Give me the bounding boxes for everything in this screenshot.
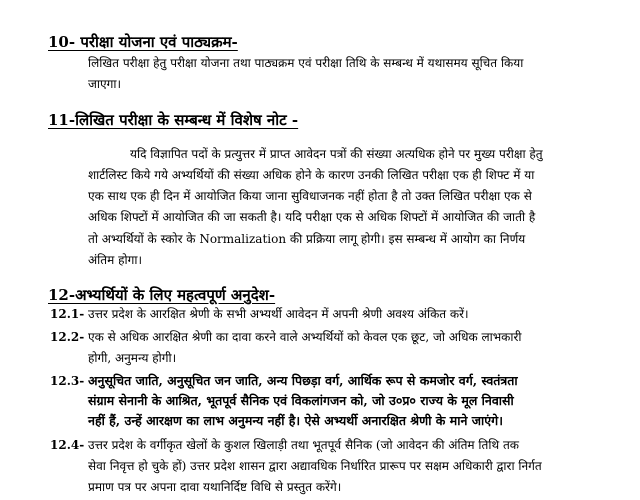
item-12-3-line-3: नहीं हैं, उन्हें आरक्षण का लाभ अनुमन्य नहीं है। ऐसे अभ्यर्थी अनारक्षित श्रेणी के माने जाएंगे। (88, 413, 503, 428)
section-10-heading: 10- परीक्षा योजना एवं पाठ्यक्रम- (48, 33, 238, 51)
item-12-4-line-2: सेवा निवृत्त हो चुके हों) उत्तर प्रदेश शासन द्वारा अद्यावधिक निर्धारित प्रारूप पर सक्षम अधिकारी द्वारा निर्गत (88, 459, 542, 473)
item-12-3-number: 12.3- (50, 374, 85, 388)
section-11-line-2: शार्टलिस्ट किये गये अभ्यर्थियों की संख्या अधिक होने के कारण उनकी लिखित परीक्षा एक ही शिफ्ट में या (88, 168, 535, 182)
section-11-line-4: अधिक शिफ्टों में आयोजित की जा सकती है। यदि परीक्षा एक से अधिक शिफ्टों में आयोजित की जाती है (88, 210, 536, 224)
section-11-line-5: तो अभ्यर्थियों के स्कोर के Normalization की प्रक्रिया लागू होगी। इस सम्बन्ध में आयोग का निर्णय (88, 232, 526, 246)
item-12-2-line-2: होगी, अनुमन्य होगी। (88, 351, 177, 365)
item-12-1-number: 12.1- (50, 307, 85, 321)
item-12-4-line-1: उत्तर प्रदेश के वर्गीकृत खेलों के कुशल खिलाड़ी तथा भूतपूर्व सैनिक (जो आवेदन की अंतिम तिथि तक (88, 438, 519, 452)
section-11-heading: 11-लिखित परीक्षा के सम्बन्ध में विशेष नोट - (48, 111, 299, 129)
item-12-4-number: 12.4- (50, 438, 85, 452)
item-12-2-number: 12.2- (50, 330, 85, 344)
item-12-2-line-1: एक से अधिक आरक्षित श्रेणी का दावा करने वाले अभ्यर्थियों को केवल एक छूट, जो अधिक लाभकारी (88, 330, 522, 344)
section-11-line-6: अंतिम होगा। (88, 253, 142, 267)
item-12-4-line-3: प्रमाण पत्र पर अपना दावा यथानिर्दिष्ट विधि से प्रस्तुत करेंगे। (88, 480, 342, 494)
item-12-3-line-1: अनुसूचित जाति, अनुसूचित जन जाति, अन्य पिछड़ा वर्ग, आर्थिक रूप से कमजोर वर्ग, स्वतंत्रता (88, 373, 518, 388)
section-11-line-3: एक साथ एक ही दिन में आयोजित किया जाना सुविधाजनक नहीं होता है तो उक्त लिखित परीक्षा एक से (88, 189, 532, 203)
section-12-heading: 12-अभ्यर्थियों के लिए महत्वपूर्ण अनुदेश- (48, 286, 276, 304)
item-12-1-line-1: उत्तर प्रदेश के आरक्षित श्रेणी के सभी अभ्यर्थी आवेदन में अपनी श्रेणी अवश्य अंकित करें। (88, 307, 469, 321)
section-10-line-2: जाएगा। (88, 77, 122, 91)
section-10-line-1: लिखित परीक्षा हेतु परीक्षा योजना तथा पाठ्यक्रम एवं परीक्षा तिथि के सम्बन्ध में यथासमय सूचित किया (88, 56, 524, 70)
section-11-line-1: यदि विज्ञापित पदों के प्रत्युत्तर में प्राप्त आवेदन पत्रों की संख्या अत्यधिक होने पर मुख्य परीक्षा हेतु (130, 147, 543, 161)
item-12-3-line-2: संग्राम सेनानी के आश्रित, भूतपूर्व सैनिक एवं विकलांगजन को, जो उ०प्र० राज्य के मूल निवासी (88, 393, 514, 408)
